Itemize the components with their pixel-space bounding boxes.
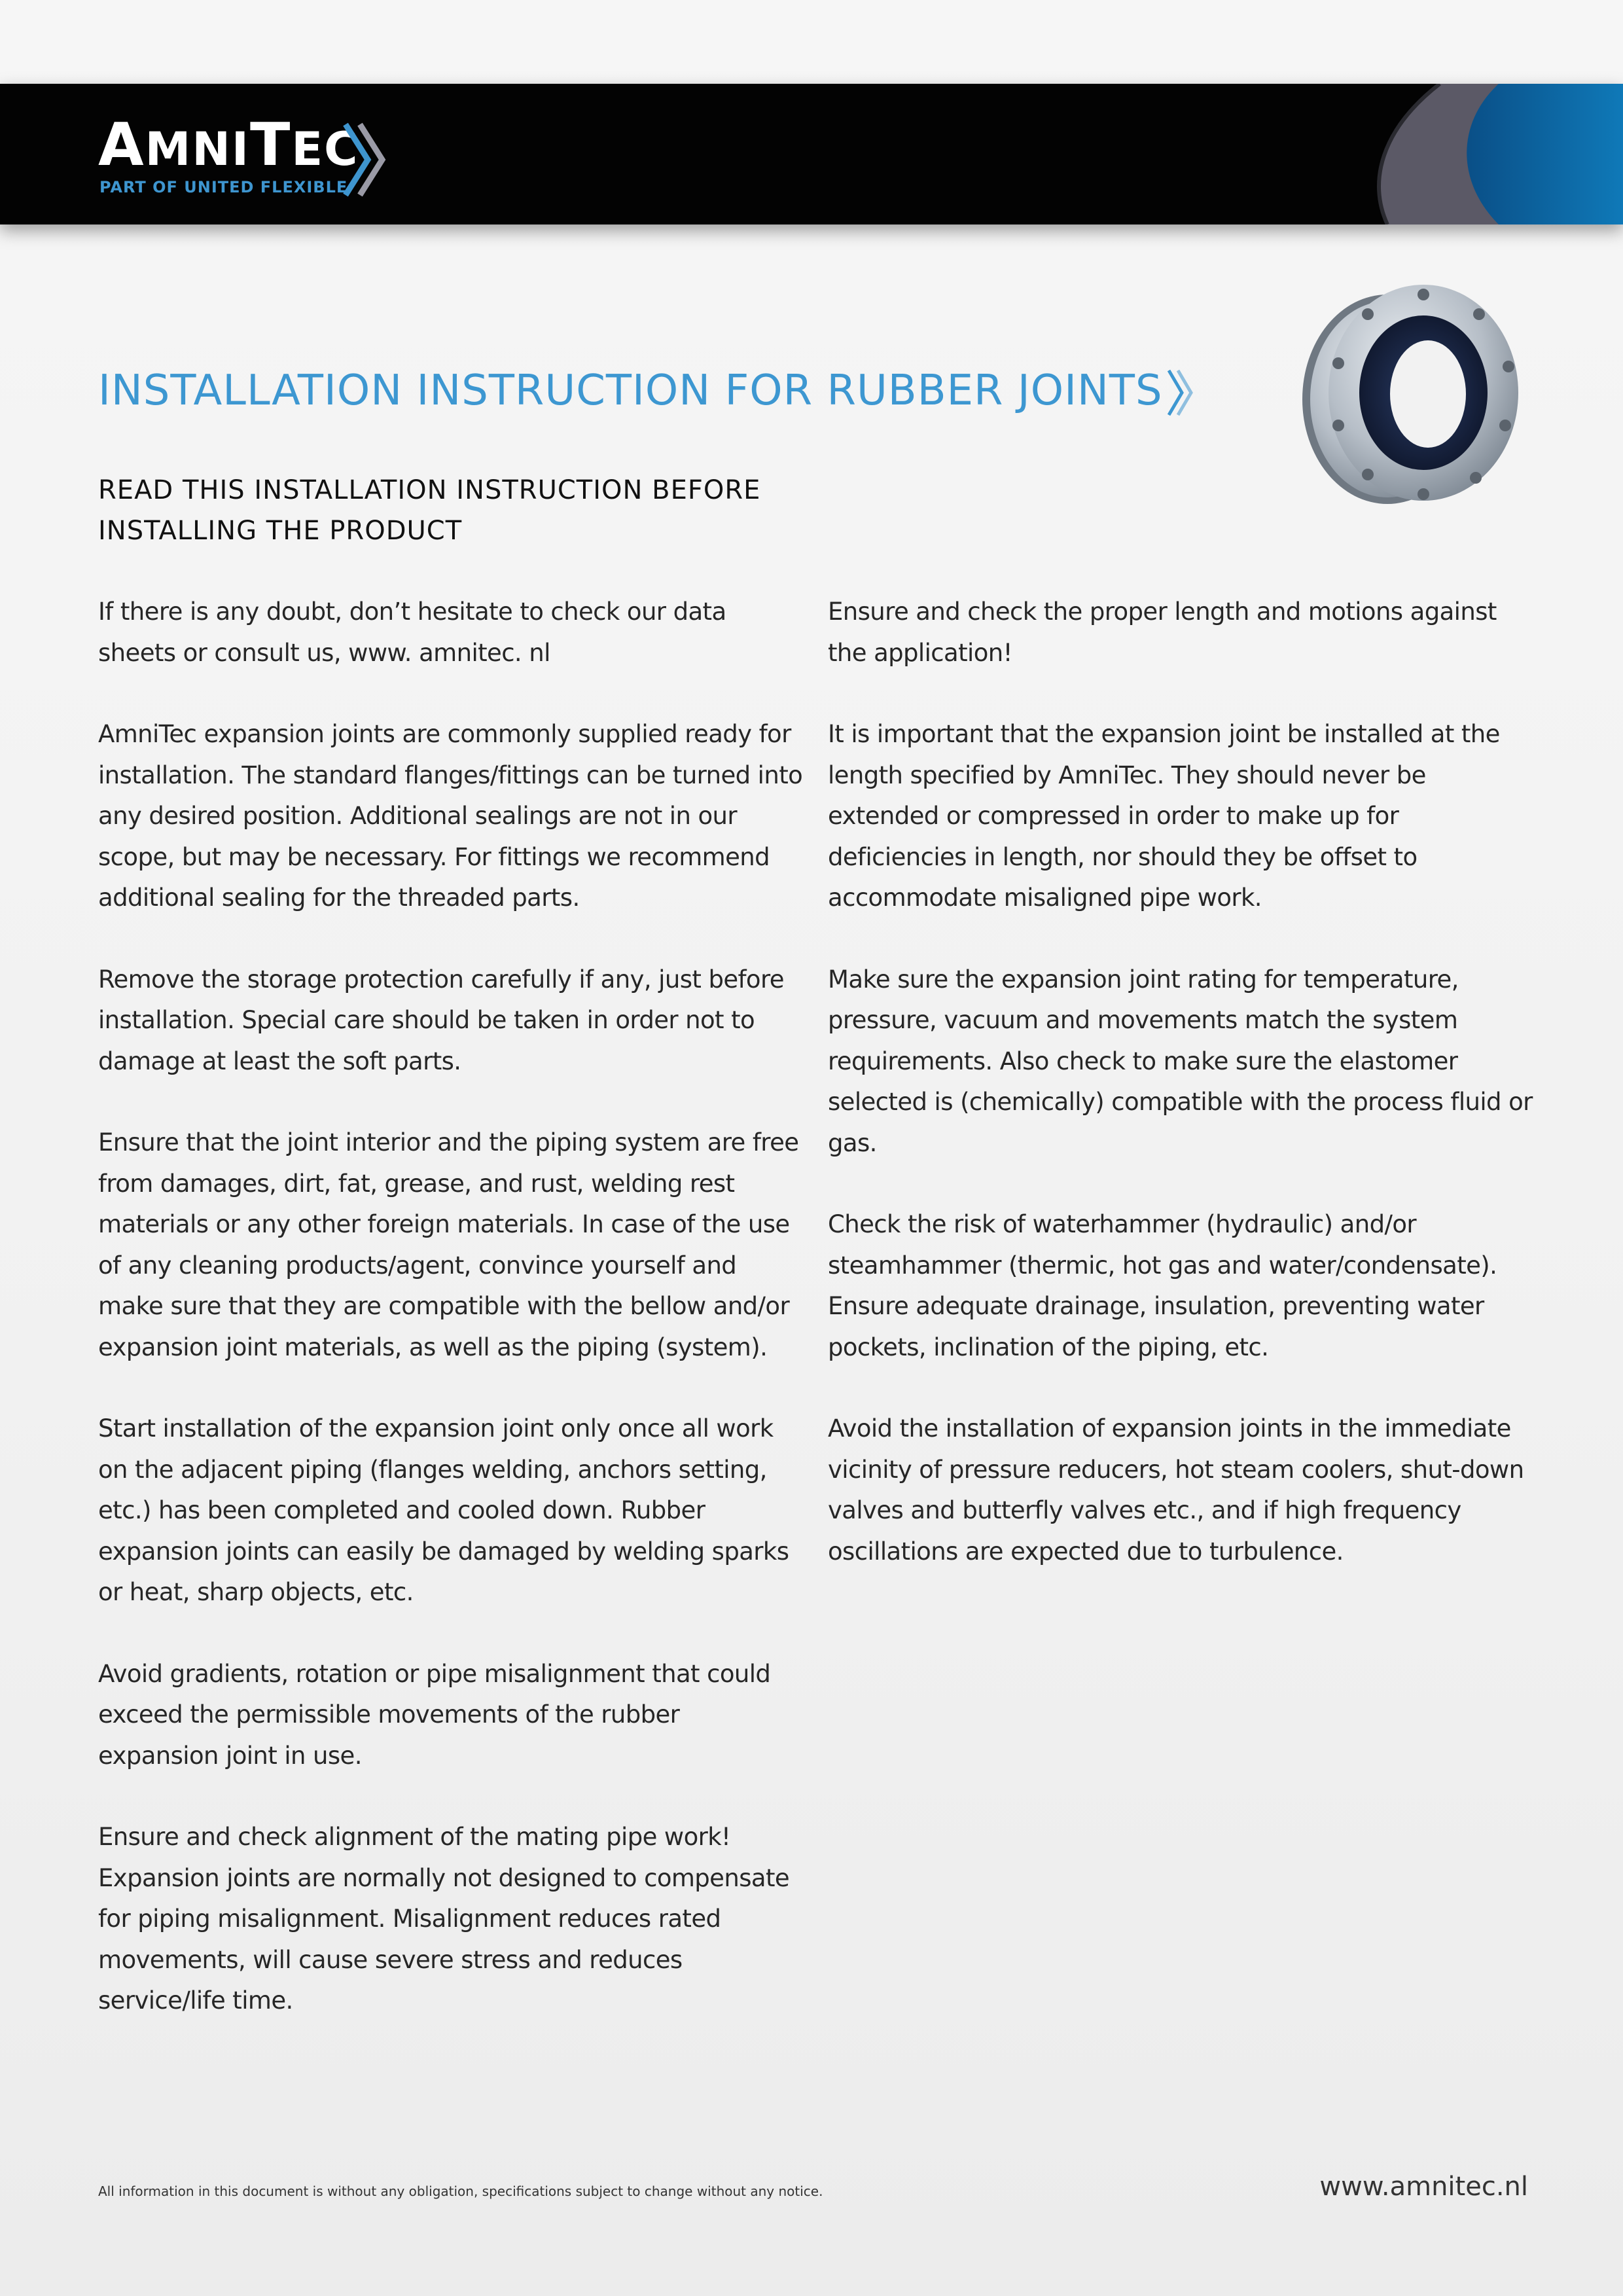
paragraph: Avoid the installation of expansion joints in the immediate vicinity of pressure reducers, hot steam coolers, shut-down valves and butterfly valves etc., and if high frequency oscillations are expected due to turbulence.: [828, 1414, 1524, 1566]
paragraph: Ensure and check alignment of the mating pipe work! Expansion joints are normally not designed to compensate for piping misalignment. Misalignment reduces rated movements, will cause severe stress and reduces service/life time.: [98, 1823, 790, 2015]
website-link[interactable]: www.amnitec.nl: [1319, 2172, 1528, 2202]
logo-tagline: PART OF UNITED FLEXIBLE: [99, 178, 348, 196]
right-column: [828, 592, 1535, 1613]
rubber-joint-image: [1289, 275, 1525, 511]
subtitle-line-1: READ THIS INSTALLATION INSTRUCTION BEFORE: [98, 475, 761, 505]
paragraph: It is important that the expansion joint be installed at the length specified by AmniTec. They should never be extended or compressed in order to make up for deficiencies in length, nor should they be offset to accommodate misaligned pipe work.: [828, 720, 1500, 912]
paragraph: Start installation of the expansion joint only once all work on the adjacent piping (flanges welding, anchors setting, etc.) has been completed and cooled down. Rubber expansion joints can easily be damaged by welding sparks or heat, sharp objects, etc.: [98, 1414, 789, 1606]
footer-disclaimer: All information in this document is without any obligation, specifications subject to change without any notice.: [98, 2183, 823, 2199]
paragraph: Remove the storage protection carefully if any, just before installation. Special care should be taken in order not to damage at least the soft parts.: [98, 965, 784, 1075]
page-title: INSTALLATION INSTRUCTION FOR RUBBER JOINTS: [98, 367, 1163, 415]
header-decoration: [1342, 84, 1623, 224]
paragraph: Check the risk of waterhammer (hydraulic) and/or steamhammer (thermic, hot gas and water/condensate). Ensure adequate drainage, insulation, preventing water pockets, inclination of the piping, etc.: [828, 1210, 1497, 1361]
paragraph: Ensure and check the proper length and motions against the application!: [828, 598, 1497, 667]
logo-wordmark: AMNITEC: [98, 111, 359, 179]
left-column: [98, 592, 805, 2062]
logo-chevron-icon: [340, 120, 386, 199]
paragraph: Make sure the expansion joint rating for temperature, pressure, vacuum and movements match the system requirements. Also check to make sure the elastomer selected is (chemically) compatible with the process fluid or gas.: [828, 965, 1533, 1157]
paragraph: If there is any doubt, don’t hesitate to check our data sheets or consult us, www. amnitec. nl: [98, 598, 726, 667]
header-bar: [0, 84, 1623, 224]
paragraph: Ensure that the joint interior and the piping system are free from damages, dirt, fat, grease, and rust, welding rest materials or any other foreign materials. In case of the use of any cleaning products/agent, convince yourself and make sure that they are compatible with the bellow and/or expansion joint materials, as well as the piping (system).: [98, 1128, 799, 1361]
paragraph: AmniTec expansion joints are commonly supplied ready for installation. The standard flanges/fittings can be turned into any desired position. Additional sealings are not in our scope, but may be necessary. For fittings we recommend additional sealing for the threaded parts.: [98, 720, 803, 912]
paragraph: Avoid gradients, rotation or pipe misalignment that could exceed the permissible movements of the rubber expansion joint in use.: [98, 1659, 771, 1770]
title-chevron-icon: [1165, 367, 1196, 419]
subtitle: [98, 470, 818, 551]
amnitec-logo[interactable]: [98, 113, 399, 211]
subtitle-line-2: INSTALLING THE PRODUCT: [98, 516, 463, 546]
